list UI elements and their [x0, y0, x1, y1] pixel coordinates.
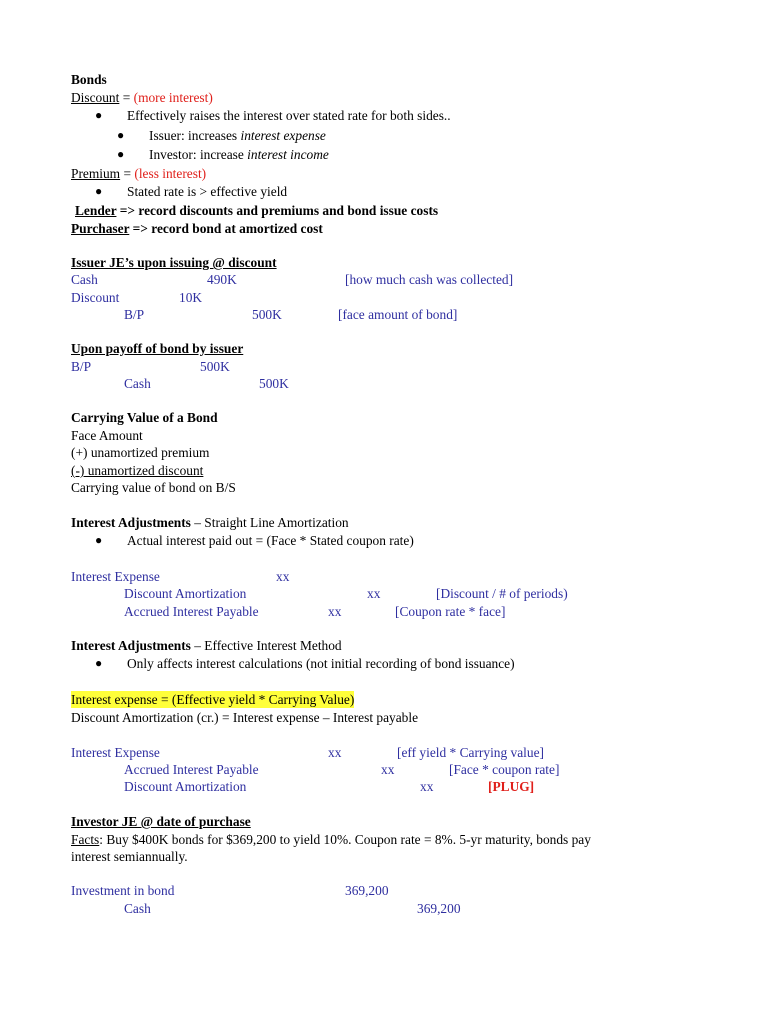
- investor-investment-amount: 369,200: [345, 883, 389, 898]
- investor-facts-2: interest semiannually.: [71, 849, 188, 864]
- effective-heading-rest: – Effective Interest Method: [190, 638, 342, 653]
- issuer-cash-amount: 490K: [207, 272, 237, 287]
- effective-highlight: Interest expense = (Effective yield * Carrying Value): [71, 692, 355, 707]
- eff-interest-expense-note: [eff yield * Carrying value]: [397, 745, 544, 760]
- carrying-line-3: (-) unamortized discount: [71, 463, 204, 478]
- investor-cash: Cash: [124, 901, 151, 916]
- issuer-bp: B/P: [124, 307, 145, 322]
- effective-bullet: Only affects interest calculations (not initial recording of bond issuance): [127, 656, 515, 671]
- effective-heading: [71, 637, 342, 654]
- payoff-cash: Cash: [124, 376, 151, 391]
- eff-accrued-interest-amount: xx: [381, 762, 395, 777]
- lender-text: => record discounts and premiums and bond issue costs: [116, 203, 439, 218]
- discount-eq: =: [119, 90, 134, 105]
- eff-plug-note: [PLUG]: [488, 779, 535, 794]
- sl-interest-expense: Interest Expense: [71, 569, 160, 584]
- eff-interest-expense: Interest Expense: [71, 745, 160, 760]
- bullet-icon: ●: [95, 656, 103, 670]
- discount-label: Discount: [71, 90, 120, 105]
- investor-investment: Investment in bond: [71, 883, 175, 898]
- payoff-bp-amount: 500K: [200, 359, 230, 374]
- issuer-italic: interest expense: [240, 128, 326, 143]
- premium-label: Premium: [71, 166, 121, 181]
- bonds-heading: Bonds: [71, 72, 107, 87]
- payoff-bp: B/P: [71, 359, 92, 374]
- premium-note: (less interest): [134, 166, 207, 181]
- effective-heading-bold: Interest Adjustments: [71, 638, 191, 653]
- carrying-line-2: (+) unamortized premium: [71, 445, 210, 460]
- sl-discount-amortization: Discount Amortization: [124, 586, 247, 601]
- issuer-discount: Discount: [71, 290, 120, 305]
- carrying-line-4: Carrying value of bond on B/S: [71, 480, 236, 495]
- purchaser-text: => record bond at amortized cost: [129, 221, 323, 236]
- discount-line: [71, 89, 213, 106]
- purchaser-line: [71, 220, 323, 237]
- issuer-line: [149, 127, 326, 144]
- investor-prefix: Investor: increase: [149, 147, 248, 162]
- bullet-icon: ●: [95, 184, 103, 198]
- discount-note: (more interest): [133, 90, 213, 105]
- facts-text: : Buy $400K bonds for $369,200 to yield 10%. Coupon rate = 8%. 5-yr maturity, bonds pay: [99, 832, 591, 847]
- investor-italic: interest income: [247, 147, 329, 162]
- premium-bullet: Stated rate is > effective yield: [127, 184, 288, 199]
- premium-line: [71, 165, 206, 182]
- issuer-cash: Cash: [71, 272, 98, 287]
- sl-accrued-interest-note: [Coupon rate * face]: [395, 604, 506, 619]
- payoff-heading: Upon payoff of bond by issuer: [71, 341, 244, 356]
- discount-bullet: Effectively raises the interest over stated rate for both sides..: [127, 108, 451, 123]
- straight-line-heading-bold: Interest Adjustments: [71, 515, 191, 530]
- effective-formula: Discount Amortization (cr.) = Interest expense – Interest payable: [71, 710, 419, 725]
- facts-label: Facts: [71, 832, 100, 847]
- carrying-line-1: Face Amount: [71, 428, 143, 443]
- bullet-icon: ●: [95, 533, 103, 547]
- issuer-cash-note: [how much cash was collected]: [345, 272, 514, 287]
- bullet-icon: ●: [95, 108, 103, 122]
- issuer-discount-amount: 10K: [179, 290, 203, 305]
- straight-line-bullet: Actual interest paid out = (Face * Stated coupon rate): [127, 533, 414, 548]
- eff-accrued-interest: Accrued Interest Payable: [124, 762, 259, 777]
- straight-line-heading-rest: – Straight Line Amortization: [190, 515, 349, 530]
- payoff-cash-amount: 500K: [259, 376, 289, 391]
- issuer-bp-amount: 500K: [252, 307, 282, 322]
- investor-heading: Investor JE @ date of purchase: [71, 814, 251, 829]
- issuer-prefix: Issuer: increases: [149, 128, 241, 143]
- issuer-bp-note: [face amount of bond]: [338, 307, 458, 322]
- investor-line: [149, 146, 329, 163]
- sl-discount-amortization-amount: xx: [367, 586, 381, 601]
- issuer-je-heading: Issuer JE’s upon issuing @ discount: [71, 255, 277, 270]
- premium-eq: =: [120, 166, 135, 181]
- straight-line-heading: [71, 514, 349, 531]
- sl-accrued-interest-amount: xx: [328, 604, 342, 619]
- investor-facts: [71, 831, 591, 848]
- sl-interest-expense-amount: xx: [276, 569, 290, 584]
- eff-accrued-interest-note: [Face * coupon rate]: [449, 762, 560, 777]
- lender-line: [75, 202, 438, 219]
- eff-interest-expense-amount: xx: [328, 745, 342, 760]
- investor-cash-amount: 369,200: [417, 901, 461, 916]
- sl-discount-amortization-note: [Discount / # of periods): [436, 586, 568, 601]
- bullet-icon: ●: [117, 147, 125, 161]
- bullet-icon: ●: [117, 128, 125, 142]
- sl-accrued-interest: Accrued Interest Payable: [124, 604, 259, 619]
- lender-label: Lender: [75, 203, 117, 218]
- eff-discount-amortization-amount: xx: [420, 779, 434, 794]
- carrying-heading: Carrying Value of a Bond: [71, 410, 218, 425]
- purchaser-label: Purchaser: [71, 221, 130, 236]
- eff-discount-amortization: Discount Amortization: [124, 779, 247, 794]
